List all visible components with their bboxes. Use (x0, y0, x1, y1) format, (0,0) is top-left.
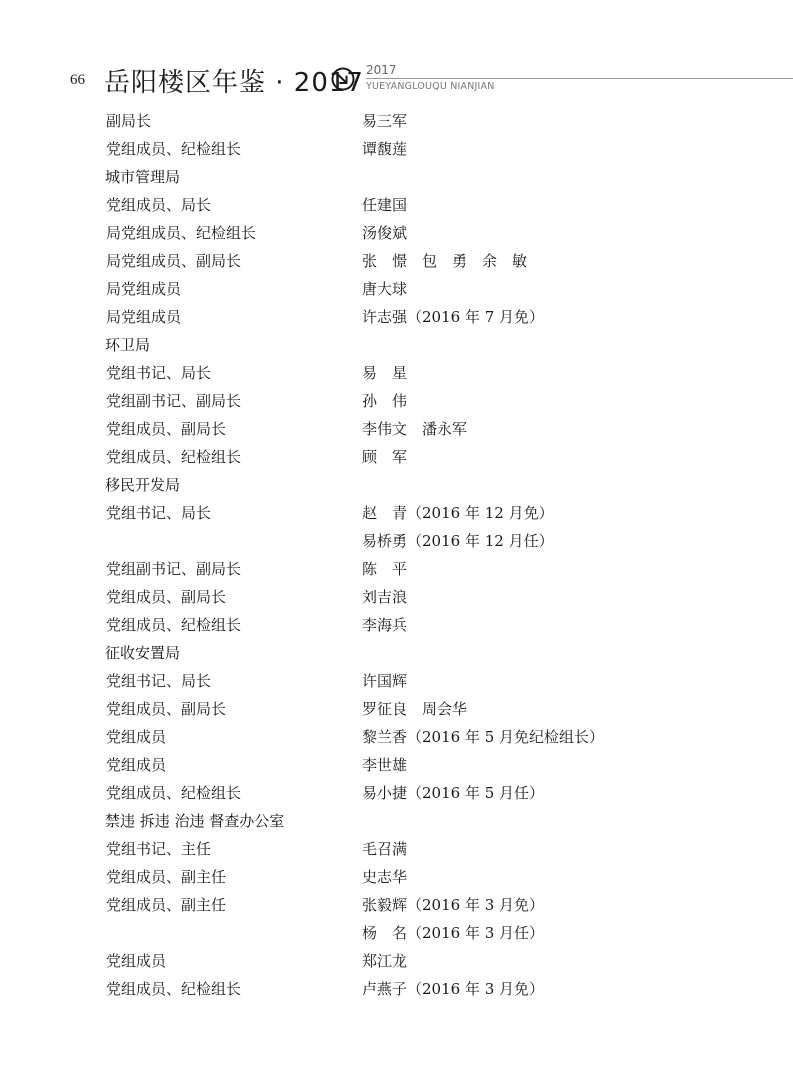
person-name: 易小捷（2016 年 5 月任） (362, 784, 545, 802)
section-title: 移民开发局 (105, 476, 181, 494)
position-title: 党组成员、局长 (106, 196, 212, 214)
position-title: 党组成员、纪检组长 (106, 980, 242, 998)
list-item (0, 891, 793, 919)
person-name: 许志强（2016 年 7 月免） (362, 308, 545, 326)
position-title: 党组成员、纪检组长 (106, 448, 242, 466)
section-title: 禁违 拆违 治违 督查办公室 (105, 812, 285, 830)
position-title: 党组书记、主任 (106, 840, 212, 858)
page-number: 66 (70, 72, 85, 88)
position-title: 党组成员、纪检组长 (106, 784, 242, 802)
person-name: 唐大球 (362, 280, 408, 298)
person-name: 汤俊斌 (362, 224, 408, 242)
position-title: 党组书记、局长 (106, 504, 212, 522)
position-title: 副局长 (106, 112, 152, 130)
person-name: 李世雄 (362, 756, 408, 774)
person-name: 黎兰香（2016 年 5 月免纪检组长） (362, 728, 605, 746)
list-item (0, 667, 793, 695)
list-item (0, 583, 793, 611)
person-name: 刘吉浪 (362, 588, 408, 606)
person-name: 张毅辉（2016 年 3 月免） (362, 896, 545, 914)
header-divider (366, 78, 793, 79)
list-item (0, 443, 793, 471)
list-item (0, 723, 793, 751)
section-title: 环卫局 (105, 336, 151, 354)
list-item (0, 555, 793, 583)
person-name: 杨 名（2016 年 3 月任） (362, 924, 545, 942)
position-title: 党组成员、副主任 (106, 868, 227, 886)
person-name: 罗征良 周会华 (362, 700, 468, 718)
person-name: 郑江龙 (362, 952, 408, 970)
position-title: 党组书记、局长 (106, 672, 212, 690)
list-item (0, 975, 793, 1003)
person-name: 赵 青（2016 年 12 月免） (362, 504, 554, 522)
person-name: 易 星 (362, 364, 408, 382)
position-title: 党组副书记、副局长 (106, 560, 242, 578)
person-name: 易三军 (362, 112, 408, 130)
list-item (0, 275, 793, 303)
position-title: 党组成员、纪检组长 (106, 140, 242, 158)
person-name: 卢燕子（2016 年 3 月免） (362, 980, 545, 998)
position-title: 党组成员、副局长 (106, 420, 227, 438)
position-title: 局党组成员、纪检组长 (106, 224, 257, 242)
list-item (0, 303, 793, 331)
person-name: 顾 军 (362, 448, 408, 466)
position-title: 党组书记、局长 (106, 364, 212, 382)
position-title: 党组成员、副主任 (106, 896, 227, 914)
position-title: 局党组成员、副局长 (106, 252, 242, 270)
position-title: 党组成员、副局长 (106, 588, 227, 606)
person-name: 孙 伟 (362, 392, 408, 410)
position-title: 党组成员 (106, 952, 167, 970)
list-item (0, 359, 793, 387)
section-title: 征收安置局 (105, 644, 181, 662)
section-heading-row (0, 639, 793, 667)
person-name: 谭馥莲 (362, 140, 408, 158)
list-item (0, 135, 793, 163)
list-item (0, 499, 793, 527)
list-item (0, 107, 793, 135)
list-item (0, 919, 793, 947)
section-heading-row (0, 807, 793, 835)
section-title: 城市管理局 (105, 168, 181, 186)
list-item (0, 415, 793, 443)
personnel-list (0, 107, 793, 1003)
section-heading-row (0, 331, 793, 359)
person-name: 张 憬 包 勇 余 敏 (362, 252, 528, 270)
person-name: 李海兵 (362, 616, 408, 634)
position-title: 局党组成员 (106, 308, 182, 326)
circled-arrow-icon (331, 67, 355, 91)
person-name: 陈 平 (362, 560, 408, 578)
position-title: 党组成员 (106, 728, 167, 746)
position-title: 党组成员、纪检组长 (106, 616, 242, 634)
list-item (0, 835, 793, 863)
person-name: 易桥勇（2016 年 12 月任） (362, 532, 554, 550)
list-item (0, 751, 793, 779)
person-name: 许国辉 (362, 672, 408, 690)
position-title: 党组成员、副局长 (106, 700, 227, 718)
person-name: 任建国 (362, 196, 408, 214)
position-title: 局党组成员 (106, 280, 182, 298)
person-name: 李伟文 潘永军 (362, 420, 468, 438)
header-subtitle: YUEYANGLOUQU NIANJIAN (366, 81, 495, 92)
person-name: 毛召满 (362, 840, 408, 858)
position-title: 党组成员 (106, 756, 167, 774)
person-name: 史志华 (362, 868, 408, 886)
list-item (0, 219, 793, 247)
list-item (0, 527, 793, 555)
list-item (0, 191, 793, 219)
list-item (0, 387, 793, 415)
book-title: 岳阳楼区年鉴 · 2017 (104, 68, 364, 98)
section-heading-row (0, 471, 793, 499)
header-year: 2017 (366, 63, 397, 77)
position-title: 党组副书记、副局长 (106, 392, 242, 410)
list-item (0, 947, 793, 975)
list-item (0, 247, 793, 275)
page-header (0, 0, 793, 110)
list-item (0, 611, 793, 639)
section-heading-row (0, 163, 793, 191)
list-item (0, 695, 793, 723)
list-item (0, 863, 793, 891)
list-item (0, 779, 793, 807)
